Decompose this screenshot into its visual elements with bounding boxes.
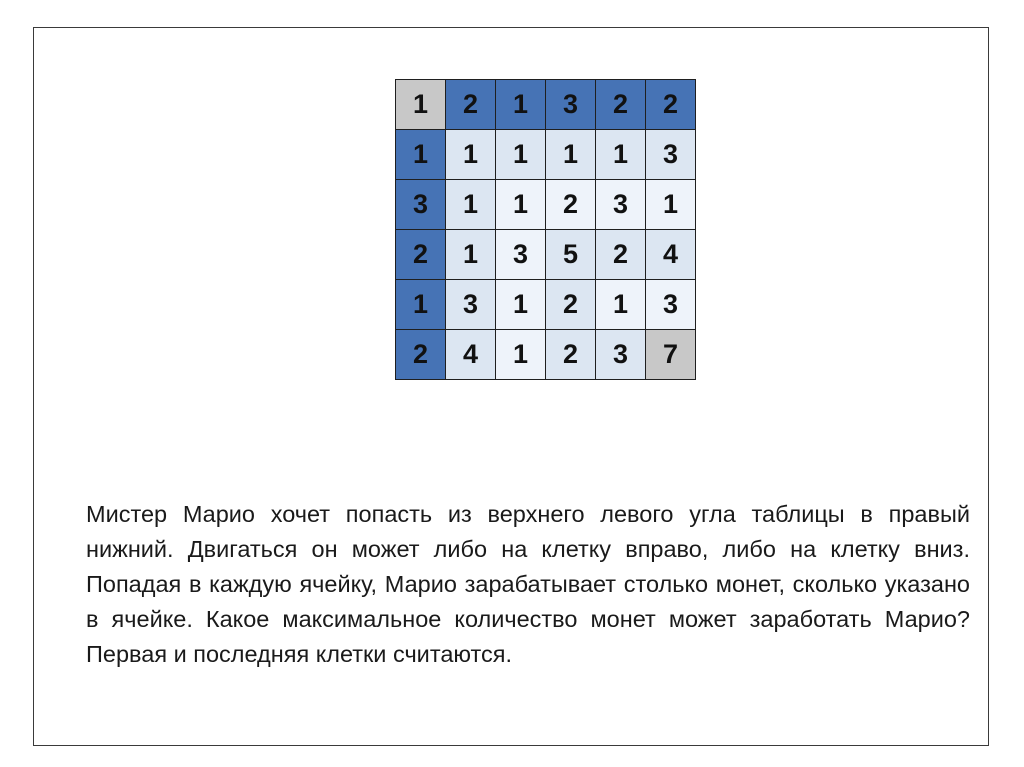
grid-cell: 2	[646, 80, 696, 130]
grid-cell: 2	[446, 80, 496, 130]
grid-cell: 3	[596, 180, 646, 230]
grid-cell: 2	[396, 330, 446, 380]
grid-cell: 5	[546, 230, 596, 280]
grid-row	[396, 80, 696, 130]
grid-cell: 1	[496, 130, 546, 180]
coin-grid-body	[396, 80, 696, 380]
grid-cell: 3	[546, 80, 596, 130]
grid-cell: 3	[646, 280, 696, 330]
grid-row	[396, 230, 696, 280]
grid-row	[396, 130, 696, 180]
grid-cell: 3	[446, 280, 496, 330]
grid-row	[396, 180, 696, 230]
grid-cell: 1	[596, 280, 646, 330]
grid-cell: 3	[396, 180, 446, 230]
grid-cell: 1	[446, 230, 496, 280]
grid-cell: 1	[646, 180, 696, 230]
grid-cell: 2	[546, 280, 596, 330]
grid-cell: 7	[646, 330, 696, 380]
grid-cell: 4	[646, 230, 696, 280]
grid-cell: 2	[596, 80, 646, 130]
grid-cell: 1	[446, 130, 496, 180]
grid-cell: 1	[396, 80, 446, 130]
grid-cell: 2	[596, 230, 646, 280]
coin-grid	[395, 79, 696, 380]
grid-cell: 1	[396, 280, 446, 330]
grid-cell: 3	[496, 230, 546, 280]
problem-statement: Мистер Марио хочет попасть из верхнего левого угла таблицы в правый нижний. Двигаться он может либо на клетку вправо, либо на клетку вниз. Попадая в каждую ячейку, Марио зарабатывает столько монет, сколько указано в ячейке. Какое максимальное количество монет может заработать Марио? Первая и последняя клетки считаются.	[86, 501, 970, 667]
grid-cell: 3	[596, 330, 646, 380]
grid-row	[396, 280, 696, 330]
grid-row	[396, 330, 696, 380]
grid-cell: 4	[446, 330, 496, 380]
grid-cell: 2	[546, 330, 596, 380]
grid-cell: 1	[496, 80, 546, 130]
grid-cell: 3	[646, 130, 696, 180]
grid-cell: 2	[546, 180, 596, 230]
grid-cell: 1	[546, 130, 596, 180]
grid-cell: 1	[496, 330, 546, 380]
grid-cell: 1	[496, 280, 546, 330]
grid-cell: 1	[396, 130, 446, 180]
grid-cell: 1	[446, 180, 496, 230]
grid-cell: 2	[396, 230, 446, 280]
grid-cell: 1	[496, 180, 546, 230]
grid-cell: 1	[596, 130, 646, 180]
